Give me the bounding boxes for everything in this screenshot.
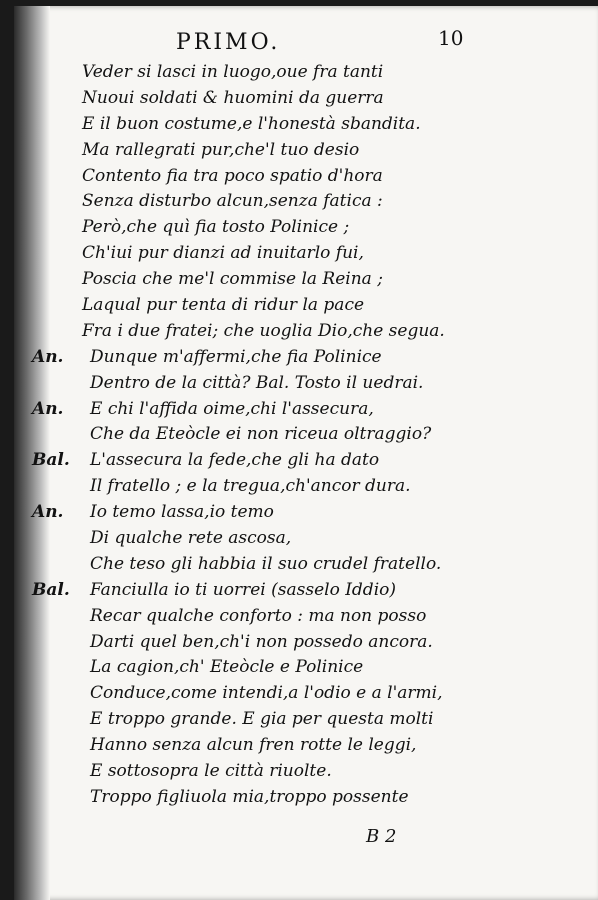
verse-line xyxy=(14,345,598,371)
verse-text: Recar qualche conforto : ma non posso xyxy=(90,605,427,626)
verse-line xyxy=(14,604,598,630)
verse-line xyxy=(14,526,598,552)
verse-text: Fanciulla io ti uorrei (sasselo Iddio) xyxy=(90,579,396,600)
speaker-label: An. xyxy=(32,398,64,419)
verse-text: Nuoui soldati & huomini da guerra xyxy=(82,87,384,108)
verse-line xyxy=(14,707,598,733)
verse-line xyxy=(14,267,598,293)
verse-line xyxy=(14,371,598,397)
verse-lines xyxy=(14,60,598,811)
verse-line xyxy=(14,138,598,164)
verse-text: Conduce,come intendi,a l'odio e a l'armi, xyxy=(90,683,443,704)
verse-text: Io temo lassa,io temo xyxy=(90,502,274,523)
verse-line xyxy=(14,397,598,423)
verse-text: Laqual pur tenta di ridur la pace xyxy=(82,295,365,316)
verse-text: Poscia che me'l commise la Reina ; xyxy=(82,269,383,290)
page-number: 10 xyxy=(438,26,464,50)
speaker-label: An. xyxy=(32,502,64,523)
speaker-label: Bal. xyxy=(32,579,70,600)
verse-text: E sottosopra le città riuolte. xyxy=(90,761,332,782)
verse-text: Veder si lasci in luogo,oue fra tanti xyxy=(82,62,384,82)
verse-line xyxy=(14,164,598,190)
verse-text: Ma rallegrati pur,che'l tuo desio xyxy=(82,139,360,160)
verse-line xyxy=(14,422,598,448)
speaker-label: Bal. xyxy=(32,450,70,471)
verse-line xyxy=(14,293,598,319)
verse-text: Però,che quì fia tosto Polinice ; xyxy=(82,217,350,238)
book-page xyxy=(14,6,598,900)
verse-text: Hanno senza alcun fren rotte le leggi, xyxy=(90,735,417,756)
verse-text: Il fratello ; e la tregua,ch'ancor dura. xyxy=(90,476,411,497)
verse-line xyxy=(14,785,598,811)
verse-line xyxy=(14,86,598,112)
running-head: PRIMO. xyxy=(176,30,281,55)
verse-text: Che da Eteòcle ei non riceua oltraggio? xyxy=(90,424,432,445)
verse-text: Dentro de la città? Bal. Tosto il uedrai. xyxy=(90,372,424,393)
verse-line xyxy=(14,448,598,474)
verse-text: Senza disturbo alcun,senza fatica : xyxy=(82,191,383,212)
verse-text: Di qualche rete ascosa, xyxy=(90,528,292,549)
verse-line xyxy=(14,733,598,759)
page-header xyxy=(14,26,598,62)
verse-line xyxy=(14,681,598,707)
verse-line xyxy=(14,112,598,138)
verse-text: Fra i due fratei; che uoglia Dio,che segua. xyxy=(82,320,445,341)
verse-text: Ch'iui pur dianzi ad inuitarlo fui, xyxy=(82,243,364,264)
verse-line xyxy=(14,60,598,86)
signature-mark: B 2 xyxy=(366,826,397,847)
verse-text: E il buon costume,e l'honestà sbandita. xyxy=(82,113,421,134)
verse-line xyxy=(14,552,598,578)
verse-line xyxy=(14,655,598,681)
verse-line xyxy=(14,241,598,267)
verse-text: Contento fia tra poco spatio d'hora xyxy=(82,165,383,186)
verse-line xyxy=(14,215,598,241)
verse-line xyxy=(14,189,598,215)
verse-text: Che teso gli habbia il suo crudel fratello. xyxy=(90,553,442,574)
verse-text: E troppo grande. E gia per questa molti xyxy=(90,709,434,730)
verse-line xyxy=(14,578,598,604)
speaker-label: An. xyxy=(32,346,64,367)
verse-line xyxy=(14,319,598,345)
verse-text: Dunque m'affermi,che fia Polinice xyxy=(90,346,382,367)
verse-text: Troppo figliuola mia,troppo possente xyxy=(90,786,409,807)
verse-line xyxy=(14,500,598,526)
verse-line xyxy=(14,759,598,785)
verse-text: L'assecura la fede,che gli ha dato xyxy=(90,450,380,471)
verse-text: Darti quel ben,ch'i non possedo ancora. xyxy=(90,631,433,652)
verse-text: La cagion,ch' Eteòcle e Polinice xyxy=(90,657,364,678)
verse-line xyxy=(14,630,598,656)
verse-text: E chi l'affida oime,chi l'assecura, xyxy=(90,398,374,419)
verse-line xyxy=(14,474,598,500)
